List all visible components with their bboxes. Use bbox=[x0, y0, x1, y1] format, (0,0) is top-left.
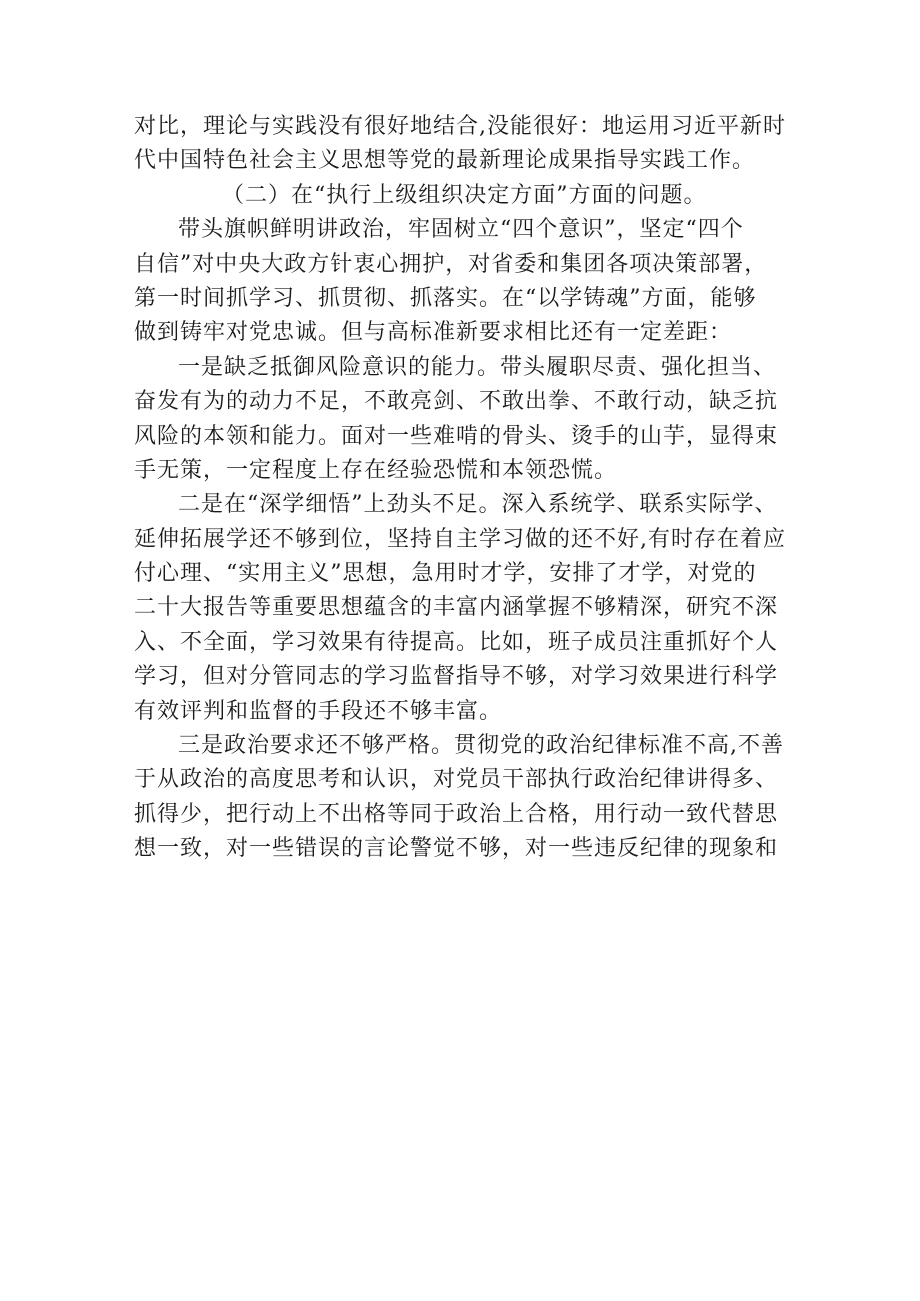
text-line: 代中国特色社会主义思想等党的最新理论成果指导实践工作。 bbox=[134, 148, 756, 174]
text-line: 第一时间抓学习、抓贯彻、抓落实。在“以学铸魂”方面，能够 bbox=[134, 285, 757, 311]
text-line: 手无策，一定程度上存在经验恐慌和本领恐慌。 bbox=[134, 457, 618, 483]
section-heading: （二）在“执行上级组织决定方面”方面的问题。 bbox=[222, 182, 707, 208]
text-line: 三是政治要求还不够严格。贯彻党的政治纪律标准不高,不善 bbox=[178, 733, 784, 759]
text-line: 于从政治的高度思考和认识，对党员干部执行政治纪律讲得多、 bbox=[134, 767, 779, 793]
text-line: 二十大报告等重要思想蕴含的丰富内涵掌握不够精深，研究不深 bbox=[134, 595, 779, 621]
text-line: 带头旗帜鲜明讲政治，牢固树立“四个意识”，坚定“四个 bbox=[178, 217, 744, 243]
text-line: 奋发有为的动力不足，不敢亮剑、不敢出拳、不敢行动，缺乏抗 bbox=[134, 389, 779, 415]
text-line: 延伸拓展学还不够到位，坚持自主学习做的还不好,有时存在着应 bbox=[134, 526, 786, 552]
text-line: 有效评判和监督的手段还不够丰富。 bbox=[134, 698, 503, 724]
text-line: 付心理、“实用主义”思想，急用时才学，安排了才学，对党的 bbox=[134, 561, 757, 587]
document-body bbox=[134, 110, 796, 867]
text-line: 做到铸牢对党忠诚。但与高标准新要求相比还有一定差距： bbox=[134, 320, 733, 346]
text-line: 二是在“深学细悟”上劲头不足。深入系统学、联系实际学、 bbox=[178, 492, 778, 518]
text-line: 自信”对中央大政方针衷心拥护，对省委和集团各项决策部署， bbox=[134, 251, 768, 277]
text-line: 对比，理论与实践没有很好地结合,没能很好：地运用习近平新时 bbox=[134, 114, 786, 139]
text-line: 风险的本领和能力。面对一些难啃的骨头、烫手的山芋，显得束 bbox=[134, 423, 779, 449]
text-line: 一是缺乏抵御风险意识的能力。带头履职尽责、强化担当、 bbox=[178, 354, 777, 380]
text-line: 学习，但对分管同志的学习监督指导不够，对学习效果进行科学 bbox=[134, 664, 779, 690]
text-line: 想一致，对一些错误的言论警觉不够，对一些违反纪律的现象和 bbox=[134, 836, 779, 862]
text-line: 抓得少，把行动上不出格等同于政治上合格，用行动一致代替思 bbox=[134, 801, 779, 827]
text-line: 入、不全面，学习效果有待提高。比如，班子成员注重抓好个人 bbox=[134, 629, 779, 655]
